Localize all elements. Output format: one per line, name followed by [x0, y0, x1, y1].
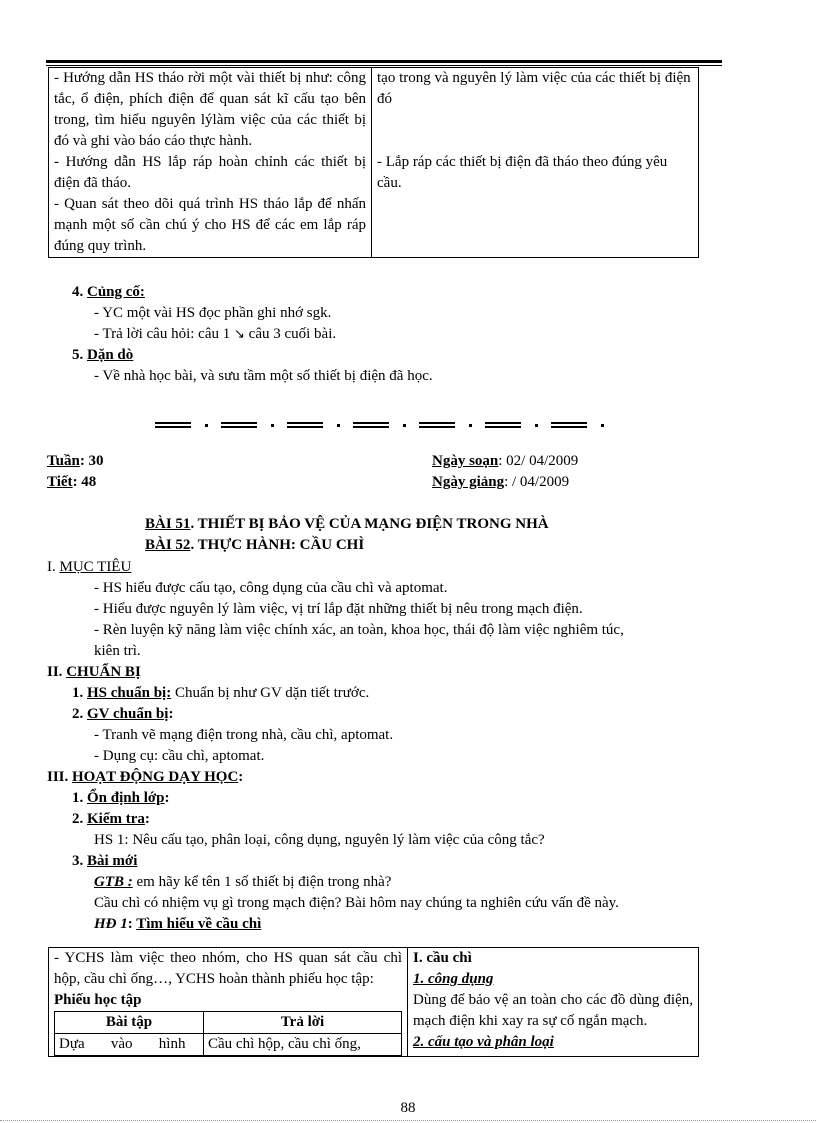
congdung-text: Dùng để bảo vệ an toàn cho các đồ dùng điện, mạch điện khi xay ra sự cố ngắn mạch.: [413, 992, 693, 1029]
ngay-soan-label: Ngày soạn: [432, 453, 499, 469]
phieu-title: Phiếu học tập: [54, 992, 142, 1008]
tuan-value: : 30: [79, 453, 104, 469]
phieu-col-baitap: Bài tập: [55, 1012, 204, 1034]
phieu-table: [54, 1011, 402, 1056]
hs-chuanbi-label: HS chuẩn bị:: [87, 685, 172, 701]
hoatdong-title: HOẠT ĐỘNG DẠY HỌC: [72, 769, 239, 785]
hs-chuanbi-num: 1.: [72, 685, 84, 701]
ngay-giang-label: Ngày giảng: [432, 474, 505, 490]
hoatdong-num: III.: [47, 769, 69, 785]
gv-chuanbi-line: [72, 704, 173, 725]
bai51-title: [145, 514, 549, 535]
cungco-heading: [72, 282, 145, 303]
s1-title: Ổn định lớp: [87, 790, 165, 806]
muctieu-item-1: - HS hiểu được cấu tạo, công dụng của cầu chì và aptomat.: [94, 580, 448, 596]
table1-left-para-1: - Hướng dẫn HS tháo rời một vài thiết bị như: công tắc, ổ điện, phích điện để quan sát kĩ cấu tạo bên trong, tìm hiểu nguyên lýlàm việc của các thiết bị đó và ghi vào báo cáo thực hành.: [54, 70, 366, 149]
tuan-label: Tuần: [47, 453, 80, 469]
hoatdong-colon: :: [238, 769, 244, 785]
chuanbi-heading: [47, 662, 141, 683]
bai52-label: BÀI 52: [145, 537, 191, 553]
header-rule-thin: [46, 65, 722, 66]
table1-right-para-2: - Lắp ráp các thiết bị điện đã tháo theo đúng yêu cầu.: [377, 154, 668, 191]
ngay-giang-line: [432, 472, 569, 493]
s2-text: HS 1: Nêu cấu tạo, phân loại, công dụng, nguyên lý làm việc của công tắc?: [94, 832, 545, 848]
bai51-label: BÀI 51: [145, 516, 191, 532]
s1-num: 1.: [72, 790, 84, 806]
chuanbi-num: II.: [47, 664, 63, 680]
table1-left-para-3: - Quan sát theo dõi quá trình HS tháo lắp để nhấn mạnh một số cần chú ý cho HS để các em lắp ráp đúng quy trình.: [54, 196, 366, 254]
muctieu-item-2: - Hiểu được nguyên lý làm việc, vị trí lắp đặt những thiết bị nêu trong mạch điện.: [94, 601, 583, 617]
phieu-col-traloi: Trả lời: [204, 1012, 402, 1034]
congdung-heading: 1. công dụng: [413, 971, 494, 987]
tiet-line: [47, 472, 96, 493]
tiet-value: : 48: [72, 474, 97, 490]
cauchi-heading: I. cầu chì: [413, 950, 472, 966]
phieu-row1-c1: Dựa vào hình: [55, 1034, 204, 1056]
cungco-num: 4.: [72, 284, 84, 300]
activity-table-continued: [48, 67, 699, 258]
cungco-item-1: - YC một vài HS đọc phần ghi nhớ sgk.: [94, 305, 332, 321]
gtb-line: [94, 872, 391, 893]
tiet-label: Tiết: [47, 474, 73, 490]
bai51-text: . THIẾT BỊ BẢO VỆ CỦA MẠNG ĐIỆN TRONG NHÀ: [190, 516, 549, 532]
gtb-label: GTB :: [94, 874, 133, 890]
dando-item-1: - Về nhà học bài, và sưu tầm một số thiết bị điện đã học.: [94, 368, 433, 384]
bai52-text: . THỰC HÀNH: CẦU CHÌ: [190, 537, 365, 553]
hd1-colon: :: [127, 916, 137, 932]
gv-chuanbi-colon: :: [168, 706, 174, 722]
gtb-text: em hãy kể tên 1 số thiết bị điện trong nhà?: [132, 874, 392, 890]
muctieu-heading: [47, 557, 131, 578]
table1-left-cell: [49, 68, 372, 258]
s2-num: 2.: [72, 811, 84, 827]
gv-item-1: - Tranh vẽ mạng điện trong nhà, cầu chì, aptomat.: [94, 727, 394, 743]
table2-right-cell: [408, 948, 699, 1057]
arrow-icon: ↘: [234, 327, 245, 342]
s2-colon: :: [144, 811, 150, 827]
muctieu-item-3: - Rèn luyện kỹ năng làm việc chính xác, an toàn, khoa học, thái độ làm việc nghiêm túc,: [94, 622, 624, 638]
hd1-label: HĐ 1: [94, 916, 128, 932]
dando-num: 5.: [72, 347, 84, 363]
hd1-text: Tìm hiểu về cầu chì: [136, 916, 262, 932]
tuan-line: [47, 451, 104, 472]
table1-left-para-2: - Hướng dẫn HS lắp ráp hoàn chỉnh các thiết bị điện đã tháo.: [54, 154, 366, 191]
cungco-item-2: [94, 324, 336, 345]
s3-num: 3.: [72, 853, 84, 869]
page-number: 88: [400, 1100, 416, 1116]
table1-right-para-1: tạo trong và nguyên lý làm việc của các thiết bị điện đó: [377, 70, 691, 107]
table2-left-text: - YCHS làm việc theo nhóm, cho HS quan sát cầu chì hộp, cầu chì ống…, YCHS hoàn thành phiếu học tập:: [54, 950, 402, 987]
activity-table-cauchi: [48, 947, 699, 1057]
s3-line: [72, 851, 137, 872]
muctieu-title: MỤC TIÊU: [59, 559, 132, 575]
gv-item-2: - Dụng cụ: cầu chì, aptomat.: [94, 748, 265, 764]
header-rule-thick: [46, 60, 722, 63]
ngay-soan-value: : 02/ 04/2009: [498, 453, 579, 469]
chuanbi-title: CHUẨN BỊ: [66, 664, 141, 680]
muctieu-num: I.: [47, 559, 56, 575]
dando-heading: [72, 345, 133, 366]
bai52-title: [145, 535, 364, 556]
section-separator: [155, 419, 605, 431]
muctieu-item-4: kiên trì.: [94, 643, 141, 659]
s1-line: [72, 788, 170, 809]
cungco-item-2a: - Trả lời câu hỏi: câu 1: [94, 326, 231, 342]
hoatdong-heading: [47, 767, 243, 788]
ngay-soan-line: [432, 451, 578, 472]
table1-right-cell: [372, 68, 699, 258]
footer-dotted-rule: [0, 1120, 816, 1121]
gv-chuanbi-num: 2.: [72, 706, 84, 722]
hs-chuanbi-line: [72, 683, 369, 704]
s3-title: Bài mới: [87, 853, 138, 869]
hd1-line: [94, 914, 261, 935]
cungco-title: Củng cố:: [87, 284, 145, 300]
s2-title: Kiểm tra: [87, 811, 145, 827]
s2-line: [72, 809, 150, 830]
cautao-heading: 2. cấu tạo và phân loại: [413, 1034, 554, 1050]
ngay-giang-value: : / 04/2009: [504, 474, 570, 490]
dando-title: Dặn dò: [87, 347, 134, 363]
cungco-item-2b: câu 3 cuối bài.: [248, 326, 337, 342]
phieu-row1-c2: Cầu chì hộp, cầu chì ống,: [204, 1034, 402, 1056]
s1-colon: :: [164, 790, 170, 806]
hs-chuanbi-text: Chuẩn bị như GV dặn tiết trước.: [171, 685, 370, 701]
table2-left-cell: [49, 948, 408, 1057]
gv-chuanbi-label: GV chuẩn bị: [87, 706, 169, 722]
gtb-line-2: Cầu chì có nhiệm vụ gì trong mạch điện? Bài hôm nay chúng ta nghiên cứu vấn đề này.: [94, 895, 619, 911]
